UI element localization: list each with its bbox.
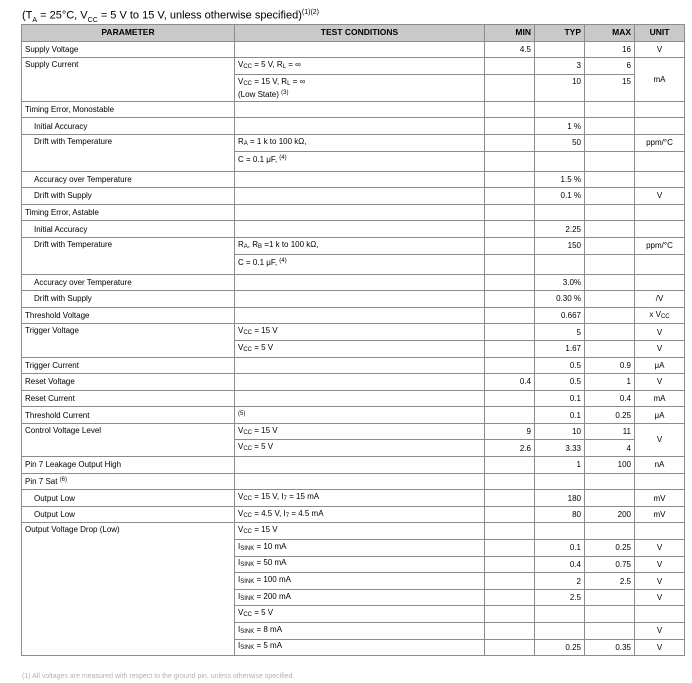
max-cell: 15	[585, 74, 635, 101]
typ-cell: 0.1	[535, 540, 585, 557]
cond-cell: ISINK = 10 mA	[235, 540, 485, 557]
unit-cell: V	[635, 589, 685, 606]
table-row	[22, 291, 685, 308]
table-row	[22, 324, 685, 341]
cond-cell: VCC = 5 V	[235, 606, 485, 623]
max-cell: 200	[585, 506, 635, 523]
param-cell: Initial Accuracy	[22, 118, 235, 135]
table-row	[22, 390, 685, 407]
table-row	[22, 237, 685, 254]
table-row	[22, 307, 685, 324]
cond-cell: VCC = 15 V	[235, 523, 485, 540]
max-cell: 0.35	[585, 639, 635, 656]
param-cell: Threshold Current	[22, 407, 235, 424]
param-cell: Drift with Temperature	[22, 134, 235, 171]
typ-cell: 0.30 %	[535, 291, 585, 308]
max-cell: 6	[585, 58, 635, 75]
header-row	[22, 25, 685, 42]
unit-cell: V	[635, 556, 685, 573]
typ-cell: 0.1	[535, 390, 585, 407]
footnote: (1) All voltages are measured with respect to the ground pin, unless otherwise specified.	[22, 673, 295, 680]
unit-cell: V	[635, 623, 685, 640]
min-cell: 2.6	[485, 440, 535, 457]
param-cell: Drift with Supply	[22, 188, 235, 205]
param-cell: Reset Voltage	[22, 374, 235, 391]
cond-cell: VCC = 5 V, RL = ∞	[235, 58, 485, 75]
cond-cell: ISINK = 200 mA	[235, 589, 485, 606]
typ-cell: 0.1	[535, 407, 585, 424]
unit-cell: mA	[635, 58, 685, 102]
param-cell: Drift with Supply	[22, 291, 235, 308]
table-row	[22, 171, 685, 188]
cond-cell: VCC = 15 V, I7 = 15 mA	[235, 490, 485, 507]
table-row	[22, 41, 685, 58]
unit-cell: V	[635, 423, 685, 456]
typ-cell: 0.5	[535, 374, 585, 391]
max-cell: 0.25	[585, 407, 635, 424]
typ-cell: 1	[535, 457, 585, 474]
cond-cell: VCC = 15 V, RL = ∞ (Low State) $^{(3)}$	[235, 74, 485, 101]
typ-cell: 1.5 %	[535, 171, 585, 188]
param-cell: Control Voltage Level	[22, 423, 235, 456]
unit-cell: V	[635, 374, 685, 391]
table-row	[22, 523, 685, 540]
param-cell: Supply Current	[22, 58, 235, 102]
table-row	[22, 374, 685, 391]
typ-cell: 1.67	[535, 340, 585, 357]
min-cell: 4.5	[485, 41, 535, 58]
max-cell: 0.9	[585, 357, 635, 374]
max-cell: 100	[585, 457, 635, 474]
cond-cell: VCC = 5 V	[235, 440, 485, 457]
header-conditions: TEST CONDITIONS	[235, 25, 485, 42]
table-row	[22, 101, 685, 118]
cond-cell: ISINK = 50 mA	[235, 556, 485, 573]
cond-cell: C = 0.1 μF, $^{(4)}$	[235, 254, 485, 274]
unit-cell: /V	[635, 291, 685, 308]
max-cell: 11	[585, 423, 635, 440]
table-row	[22, 188, 685, 205]
typ-cell: 180	[535, 490, 585, 507]
table-row	[22, 457, 685, 474]
typ-cell: 3.33	[535, 440, 585, 457]
unit-cell: V	[635, 639, 685, 656]
typ-cell: 10	[535, 74, 585, 101]
param-cell: Threshold Voltage	[22, 307, 235, 324]
table-row	[22, 357, 685, 374]
unit-cell: μA	[635, 357, 685, 374]
table-row	[22, 58, 685, 75]
header-unit: UNIT	[635, 25, 685, 42]
param-cell: Output Low	[22, 506, 235, 523]
max-cell: 0.75	[585, 556, 635, 573]
typ-cell: 0.1 %	[535, 188, 585, 205]
typ-cell: 3	[535, 58, 585, 75]
typ-cell: 0.5	[535, 357, 585, 374]
unit-cell: μA	[635, 407, 685, 424]
unit-cell: V	[635, 573, 685, 590]
max-cell: 4	[585, 440, 635, 457]
section-cell: Pin 7 Sat $^{(6)}$	[22, 473, 235, 490]
header-typ: TYP	[535, 25, 585, 42]
cond-cell: C = 0.1 μF, $^{(4)}$	[235, 151, 485, 171]
unit-cell: V	[635, 324, 685, 341]
header-min: MIN	[485, 25, 535, 42]
param-cell: Output Low	[22, 490, 235, 507]
unit-cell: ppm/°C	[635, 237, 685, 254]
typ-cell: 2.5	[535, 589, 585, 606]
section-cell: Timing Error, Astable	[22, 204, 235, 221]
typ-cell: 10	[535, 423, 585, 440]
cond-cell: ISINK = 5 mA	[235, 639, 485, 656]
table-caption: ($T_A = 25^\circ C$, $V_{CC} = 5$ V to 15 V, unless otherwise specified)$^{(1)(2)}$	[22, 9, 320, 24]
typ-cell: 80	[535, 506, 585, 523]
typ-cell: 150	[535, 237, 585, 254]
typ-cell: 50	[535, 134, 585, 151]
cond-cell: ISINK = 8 mA	[235, 623, 485, 640]
param-cell: Output Voltage Drop (Low)	[22, 523, 235, 656]
unit-cell: ppm/°C	[635, 134, 685, 151]
cond-cell: RA = 1 k to 100 kΩ,	[235, 134, 485, 151]
cond-cell: RA, RB =1 k to 100 kΩ,	[235, 237, 485, 254]
unit-cell: nA	[635, 457, 685, 474]
param-cell: Trigger Voltage	[22, 324, 235, 357]
unit-cell: V	[635, 41, 685, 58]
param-cell: Reset Current	[22, 390, 235, 407]
typ-cell: 5	[535, 324, 585, 341]
param-cell: Supply Voltage	[22, 41, 235, 58]
table-row	[22, 204, 685, 221]
table-row	[22, 134, 685, 151]
param-cell: Accuracy over Temperature	[22, 274, 235, 291]
param-cell: Pin 7 Leakage Output High	[22, 457, 235, 474]
table-row	[22, 274, 685, 291]
min-cell: 0.4	[485, 374, 535, 391]
param-cell: Initial Accuracy	[22, 221, 235, 238]
unit-cell: V	[635, 540, 685, 557]
typ-cell: 3.0%	[535, 274, 585, 291]
param-cell: Accuracy over Temperature	[22, 171, 235, 188]
min-cell	[485, 74, 535, 101]
unit-cell: mV	[635, 506, 685, 523]
table-row	[22, 506, 685, 523]
typ-cell: 0.667	[535, 307, 585, 324]
cond-cell: VCC = 4.5 V, I7 = 4.5 mA	[235, 506, 485, 523]
table-row	[22, 473, 685, 490]
min-cell	[485, 58, 535, 75]
table-row	[22, 490, 685, 507]
table-row	[22, 407, 685, 424]
unit-cell: mV	[635, 490, 685, 507]
cond-cell: VCC = 5 V	[235, 340, 485, 357]
max-cell: 1	[585, 374, 635, 391]
max-cell: 16	[585, 41, 635, 58]
cond-cell: VCC = 15 V	[235, 324, 485, 341]
unit-cell: x VCC	[635, 307, 685, 324]
cond-cell	[235, 41, 485, 58]
table-row	[22, 423, 685, 440]
min-cell: 9	[485, 423, 535, 440]
max-cell: 0.4	[585, 390, 635, 407]
max-cell: 0.25	[585, 540, 635, 557]
electrical-characteristics-table	[21, 24, 685, 656]
typ-cell: 1 %	[535, 118, 585, 135]
table-row	[22, 118, 685, 135]
typ-cell	[535, 41, 585, 58]
typ-cell: 2.25	[535, 221, 585, 238]
cond-cell: ISINK = 100 mA	[235, 573, 485, 590]
unit-cell: mA	[635, 390, 685, 407]
unit-cell: V	[635, 340, 685, 357]
cond-cell: VCC = 15 V	[235, 423, 485, 440]
section-cell: Timing Error, Monostable	[22, 101, 235, 118]
typ-cell: 0.25	[535, 639, 585, 656]
max-cell: 2.5	[585, 573, 635, 590]
param-cell: Drift with Temperature	[22, 237, 235, 274]
cond-cell: (5)	[235, 407, 485, 424]
header-max: MAX	[585, 25, 635, 42]
unit-cell: V	[635, 188, 685, 205]
table-row	[22, 221, 685, 238]
header-parameter: PARAMETER	[22, 25, 235, 42]
param-cell: Trigger Current	[22, 357, 235, 374]
typ-cell: 0.4	[535, 556, 585, 573]
typ-cell: 2	[535, 573, 585, 590]
